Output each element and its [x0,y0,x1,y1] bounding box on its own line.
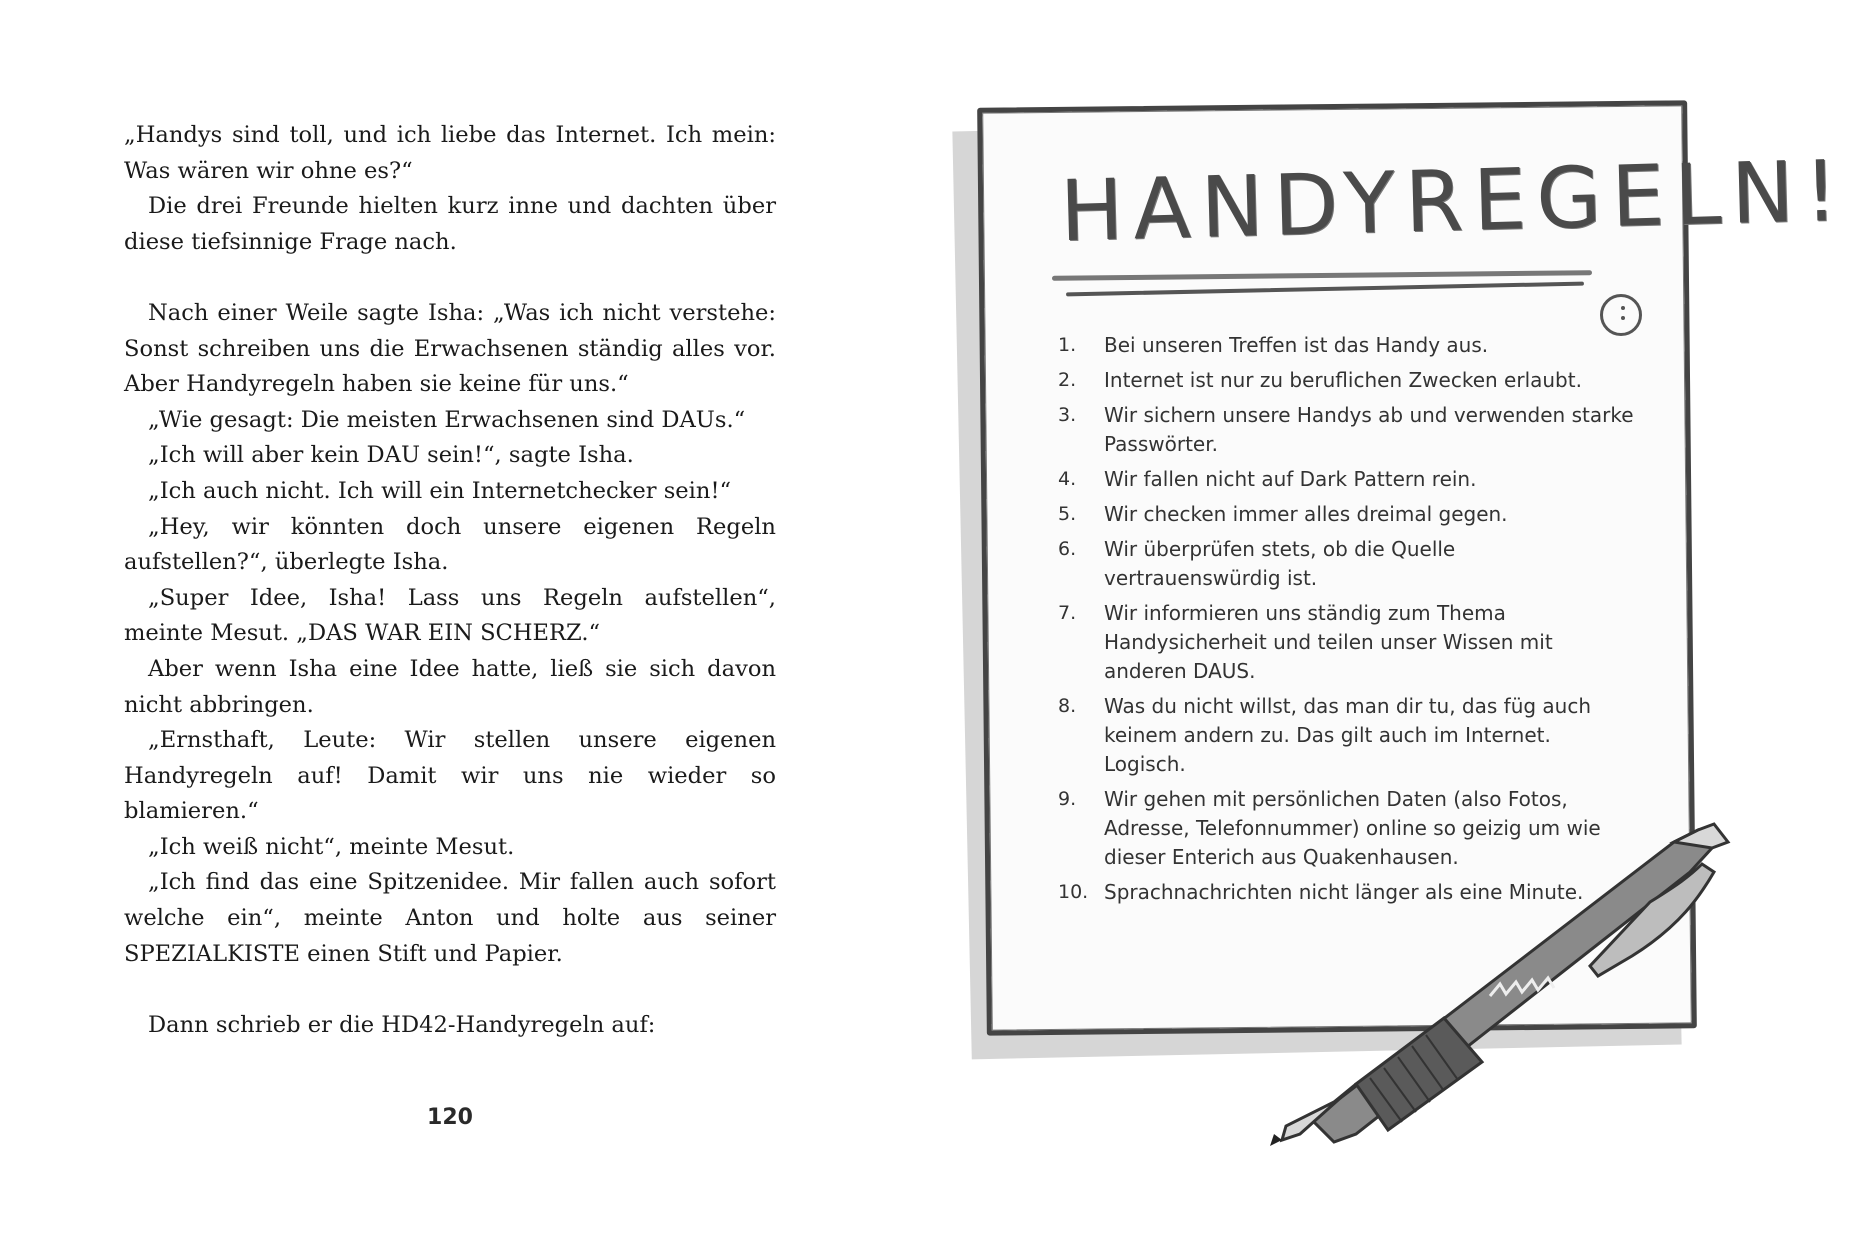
rule-number: 4. [1058,468,1077,490]
rule-item [1058,401,1638,459]
paragraph: „Ich auch nicht. Ich will ein Internetchecker sein!“ [148,477,732,504]
rule-number: 5. [1058,503,1077,525]
rule-text: Wir fallen nicht auf Dark Pattern rein. [1104,467,1477,491]
rule-number: 10. [1058,881,1089,903]
paragraph: „Hey, wir könnten doch unsere eigenen Regeln aufstellen?“, überlegte Isha. [124,513,776,576]
rule-text: Bei unseren Treffen ist das Handy aus. [1104,333,1489,357]
pen-illustration [1270,816,1748,1146]
paragraph: „Wie gesagt: Die meisten Erwachsenen sind DAUs.“ [148,406,746,433]
rule-text: Was du nicht willst, das man dir tu, das füg auch keinem andern zu. Das gilt auch im Internet. Logisch. [1104,694,1592,776]
paragraph: „Ich find das eine Spitzenidee. Mir fallen auch sofort welche ein“, meinte Anton und holte aus seiner SPEZIALKISTE einen Stift und Papier. [124,869,776,967]
rule-text: Wir informieren uns ständig zum Thema Handysicherheit und teilen unser Wissen mit anderen DAUS. [1104,601,1553,683]
rule-item [1058,599,1638,686]
rule-item [1058,500,1638,529]
rule-text: Sprachnachrichten nicht länger als eine Minute. [1104,880,1584,904]
paragraph: „Ich weiß nicht“, meinte Mesut. [148,833,515,860]
paragraph: „Handys sind toll, und ich liebe das Internet. Ich mein: Was wären wir ohne es?“ [124,122,776,184]
rule-number: 9. [1058,788,1077,810]
rule-item [1058,465,1638,494]
sheet-title: HANDYREGELN! [1058,141,1849,261]
rule-number: 1. [1058,334,1077,356]
paragraph: „Ernsthaft, Leute: Wir stellen unsere eigenen Handyregeln auf! Damit wir uns nie wieder so blamieren.“ [124,727,776,825]
rule-text: Wir überprüfen stets, ob die Quelle vertrauenswürdig ist. [1104,537,1456,590]
rule-text: Internet ist nur zu beruflichen Zwecken erlaubt. [1104,368,1582,392]
rule-number: 8. [1058,695,1077,717]
paragraph: Aber wenn Isha eine Idee hatte, ließ sie sich davon nicht abbringen. [124,655,776,718]
pen-nib [1270,1134,1282,1146]
rule-item [1058,366,1638,395]
paragraph: „Ich will aber kein DAU sein!“, sagte Isha. [148,442,634,469]
page-number: 120 [427,1105,473,1130]
left-page-text [124,118,776,1043]
rule-item [1058,692,1638,779]
rule-text: Wir sichern unsere Handys ab und verwenden starke Passwörter. [1104,403,1634,456]
rule-number: 7. [1058,602,1077,624]
rule-number: 3. [1058,404,1077,426]
rule-number: 2. [1058,369,1077,391]
paragraph: Nach einer Weile sagte Isha: „Was ich nicht verstehe: Sonst schreiben uns die Erwachsenen ständig alles vor. Aber Handyregeln haben sie keine für uns.“ [124,299,776,398]
paragraph: Dann schrieb er die HD42-Handyregeln auf: [148,1011,656,1038]
smiley-icon [1600,294,1642,336]
paragraph: Die drei Freunde hielten kurz inne und dachten über diese tiefsinnige Frage nach. [124,193,776,255]
rule-item [1058,331,1638,360]
rule-text: Wir gehen mit persönlichen Daten (also Fotos, Adresse, Telefonnummer) online so geizig um wie dieser Enterich aus Quakenhausen. [1104,787,1601,869]
rule-item [1058,535,1638,593]
pen-button [1674,824,1728,848]
rule-text: Wir checken immer alles dreimal gegen. [1104,502,1508,526]
rule-number: 6. [1058,538,1077,560]
paragraph: „Super Idee, Isha! Lass uns Regeln aufstellen“, meinte Mesut. „DAS WAR EIN SCHERZ.“ [124,584,776,647]
